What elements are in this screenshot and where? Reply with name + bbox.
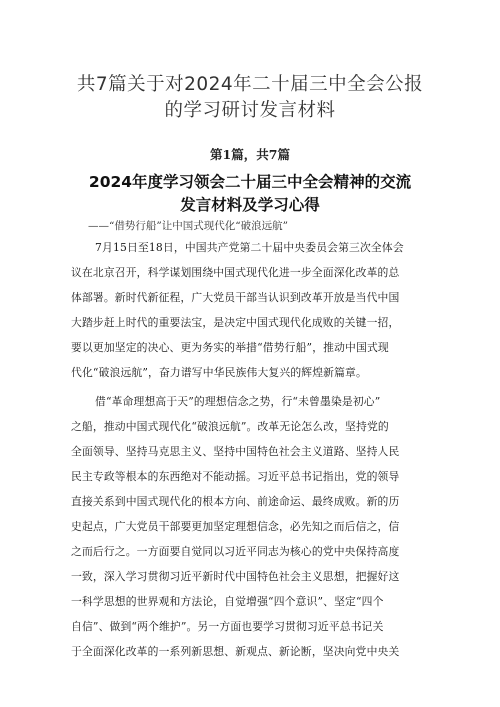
body-line: 于全面深化改革的一系列新思想、新观点、新论断，坚决向党中央关 (71, 645, 400, 658)
body-line: 一致，深入学习贯彻习近平新时代中国特色社会主义思想，把握好这 (71, 570, 400, 583)
body-line: 全面领导、坚持马克思主义、坚持中国特色社会主义道路、坚持人民 (71, 445, 400, 458)
article-title-line-2: 发言材料及学习心得 (180, 196, 320, 214)
body-line: 一科学思想的世界观和方法论，自觉增强“四个意识”、坚定“四个 (71, 595, 384, 608)
document-title-line-2: 的学习研讨发言材料 (164, 100, 336, 121)
body-line: 借“革命理想高于天”的理想信念之势，行“未曾墨染是初心” (95, 395, 381, 408)
article-title-line-1: 2024年度学习领会二十届三中全会精神的交流 (88, 173, 412, 191)
body-line: 之船，推动中国式现代化“破浪远航”。改革无论怎么改，坚持党的 (71, 420, 389, 433)
body-line: 直接关系到中国式现代化的根本方向、前途命运、最终成败。新的历 (71, 495, 400, 508)
body-line: 史起点，广大党员干部要更加坚定理想信念，必先知之而后信之，信 (71, 520, 400, 533)
document-title-line-1: 共7篇关于对2024年二十届三中全会公报 (76, 74, 424, 95)
body-line: 议在北京召开，科学谋划围绕中国式现代化进一步全面深化改革的总 (71, 266, 400, 279)
body-line: 之而后行之。一方面要自觉同以习近平同志为核心的党中央保持高度 (71, 545, 400, 558)
body-line: 体部署。新时代新征程，广大党员干部当认识到改革开放是当代中国 (71, 291, 400, 304)
body-line: 7月15日至18日，中国共产党第二十届中央委员会第三次全体会 (95, 241, 404, 254)
article-subtitle: ——“借势行船”让中国式现代化“破浪远航” (88, 220, 288, 232)
body-line: 大踏步赶上时代的重要法宝，是决定中国式现代化成败的关键一招， (71, 316, 400, 329)
part-label: 第1篇，共7篇 (210, 147, 290, 162)
body-line: 要以更加坚定的决心、更为务实的举措“借势行船”，推动中国式现 (71, 341, 389, 354)
body-line: 自信”、做到“两个维护”。另一方面也要学习贯彻习近平总书记关 (71, 620, 384, 633)
body-line: 民主专政等根本的东西绝对不能动摇。习近平总书记指出，党的领导 (71, 470, 400, 483)
body-line: 代化“破浪远航”，奋力谱写中华民族伟大复兴的辉煌新篇章。 (71, 366, 367, 379)
